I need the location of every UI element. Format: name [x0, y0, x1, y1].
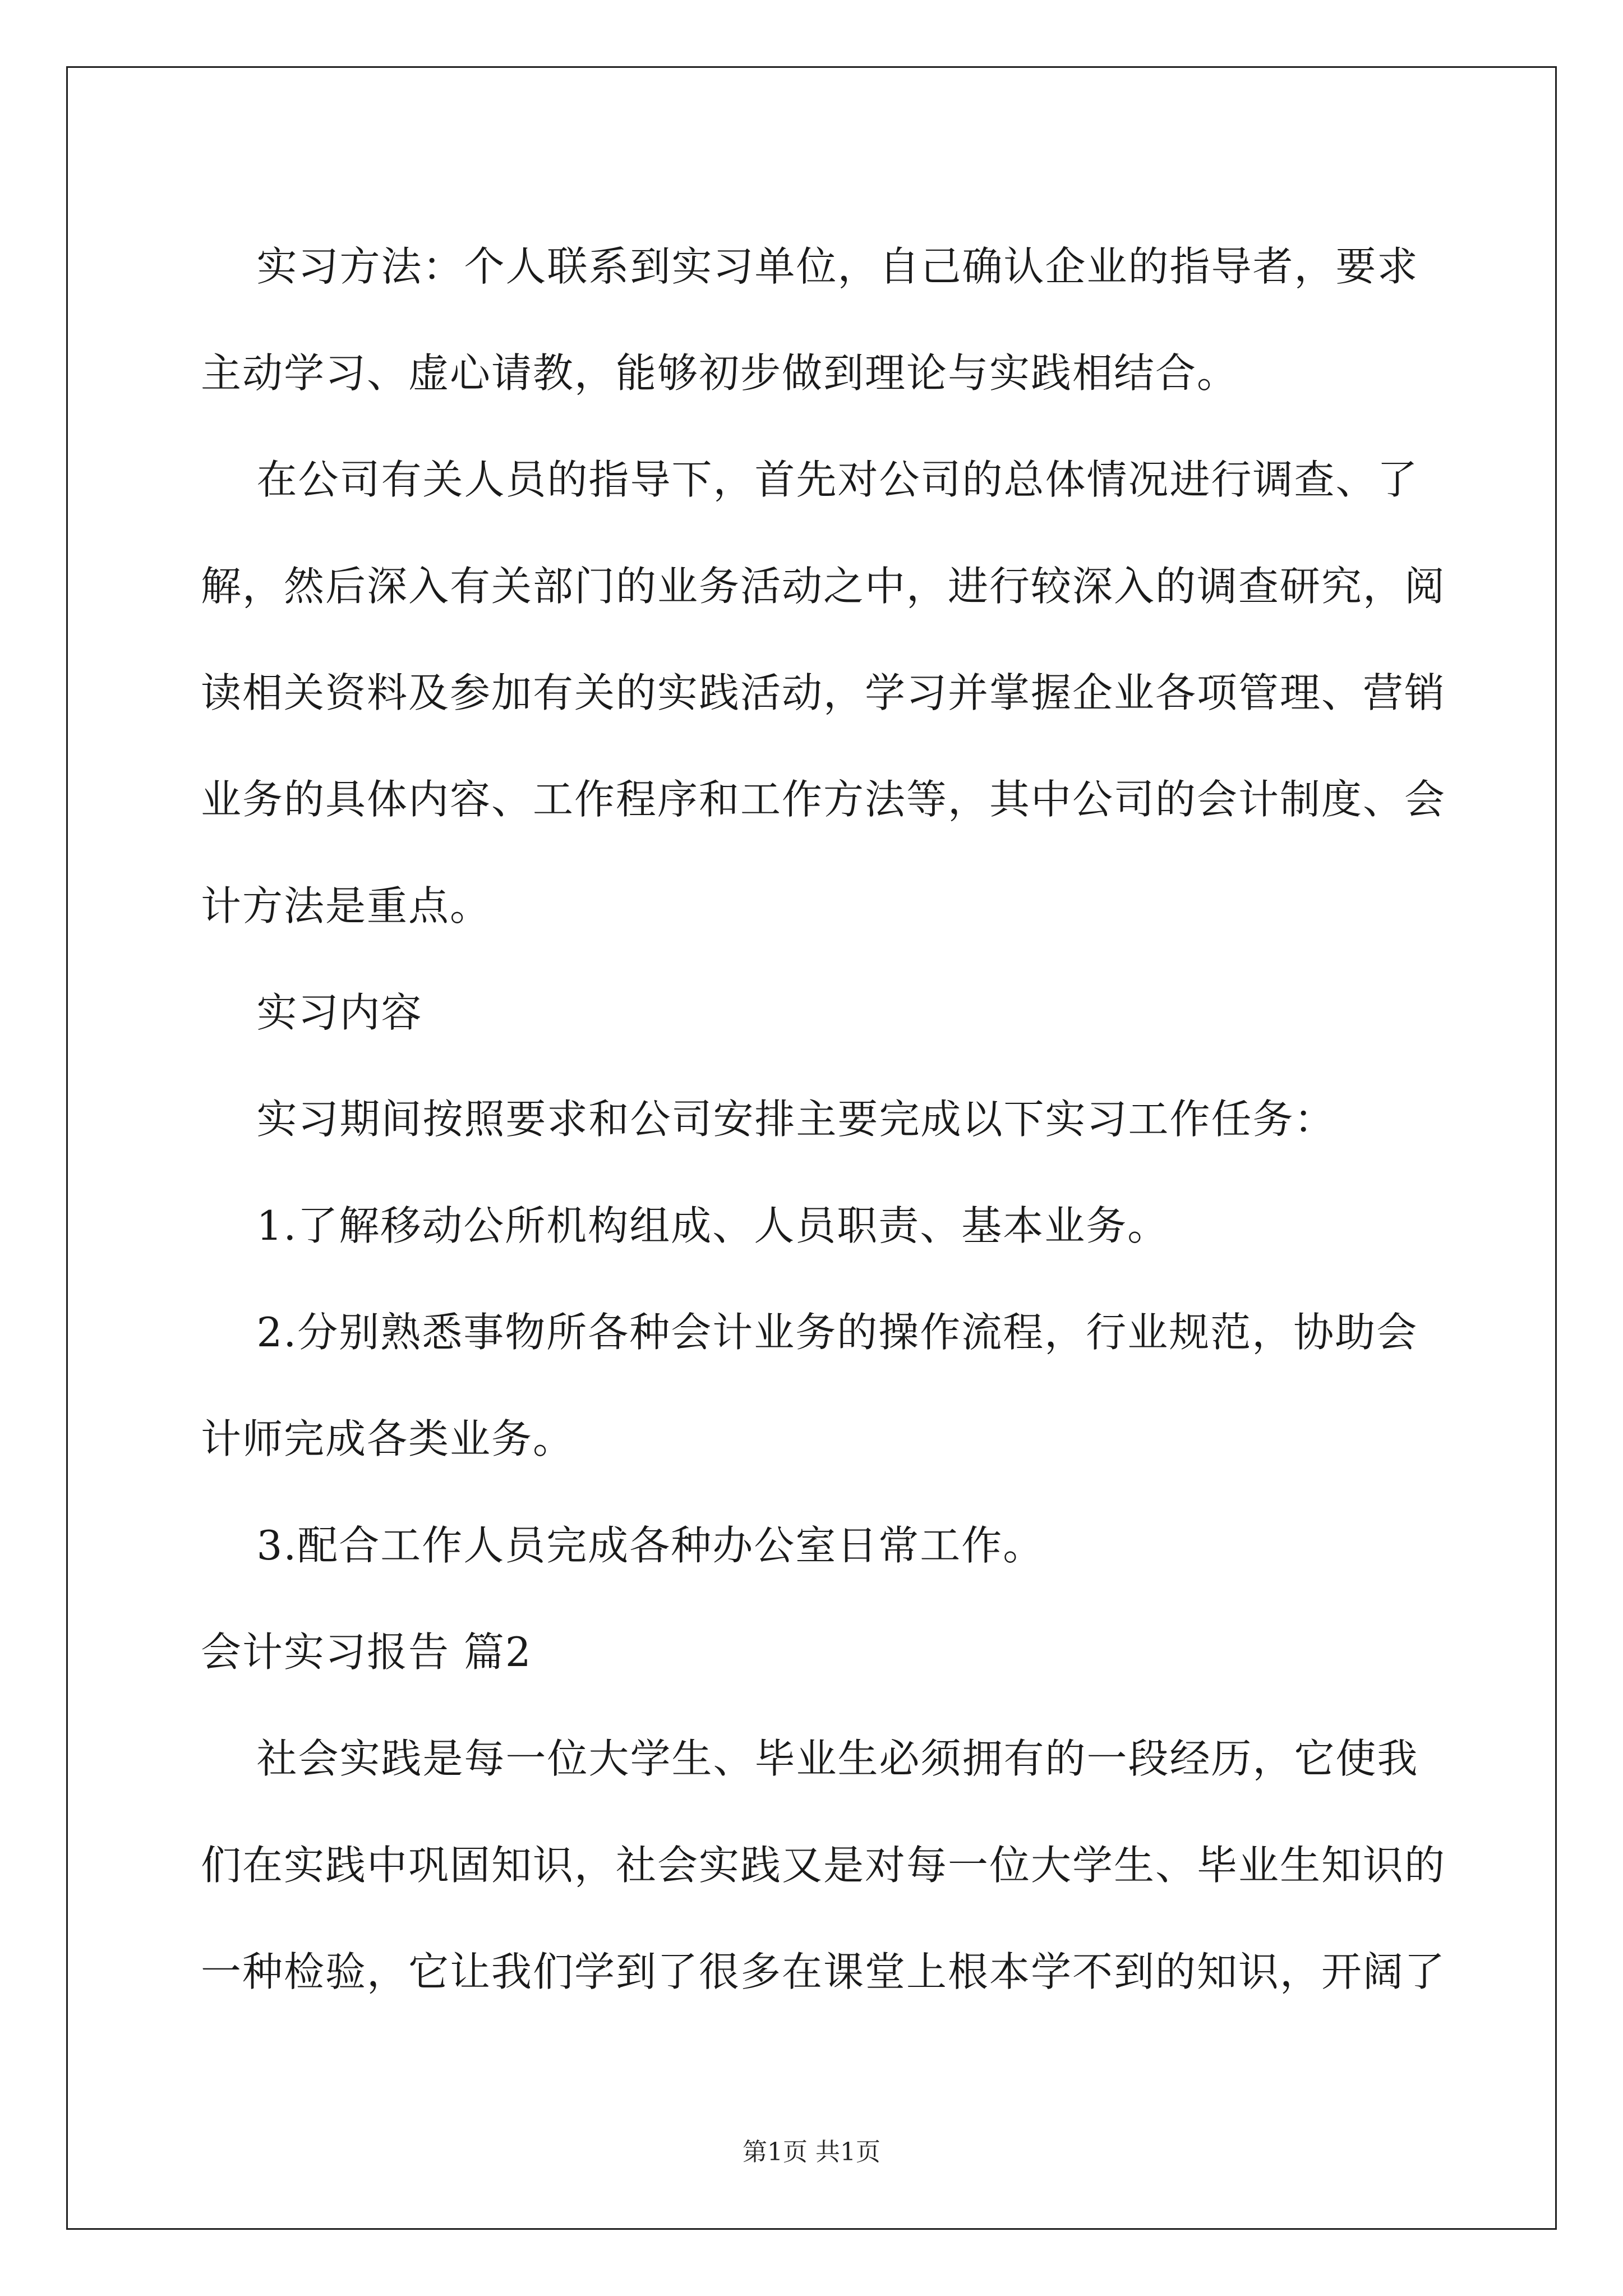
text-line: 社会实践是每一位大学生、毕业生必须拥有的一段经历，它使我 [201, 1735, 1419, 1782]
text-line: 一种检验，它让我们学到了很多在课堂上根本学不到的知识，开阔了 [201, 1948, 1446, 1995]
text-line: 们在实践中巩固知识，社会实践又是对每一位大学生、毕业生知识的 [201, 1842, 1446, 1889]
text-line: 计方法是重点。 [201, 882, 492, 930]
text-line: 解，然后深入有关部门的业务活动之中，进行较深入的调查研究，阅 [201, 563, 1446, 610]
list-item: 2.分别熟悉事物所各种会计业务的操作流程，行业规范，协助会 [201, 1309, 1418, 1356]
text-line: 主动学习、虚心请教，能够初步做到理论与实践相结合。 [201, 349, 1239, 397]
text-line: 在公司有关人员的指导下，首先对公司的总体情况进行调查、了 [201, 456, 1419, 503]
list-item: 3.配合工作人员完成各种办公室日常工作。 [201, 1522, 1045, 1569]
text-line: 计师完成各类业务。 [201, 1415, 575, 1462]
list-item: 1.了解移动公所机构组成、人员职责、基本业务。 [201, 1202, 1169, 1249]
text-line: 实习方法：个人联系到实习单位，自己确认企业的指导者，要求 [201, 243, 1419, 290]
page-number-footer: 第1页 共1页 [743, 2138, 880, 2166]
section-heading: 实习内容 [201, 989, 423, 1036]
text-line: 业务的具体内容、工作程序和工作方法等，其中公司的会计制度、会 [201, 776, 1446, 823]
text-line: 实习期间按照要求和公司安排主要完成以下实习工作任务： [201, 1096, 1336, 1143]
document-body [201, 213, 1446, 2025]
article-heading: 会计实习报告 篇2 [201, 1628, 532, 1676]
text-line: 读相关资料及参加有关的实践活动，学习并掌握企业各项管理、营销 [201, 669, 1446, 716]
